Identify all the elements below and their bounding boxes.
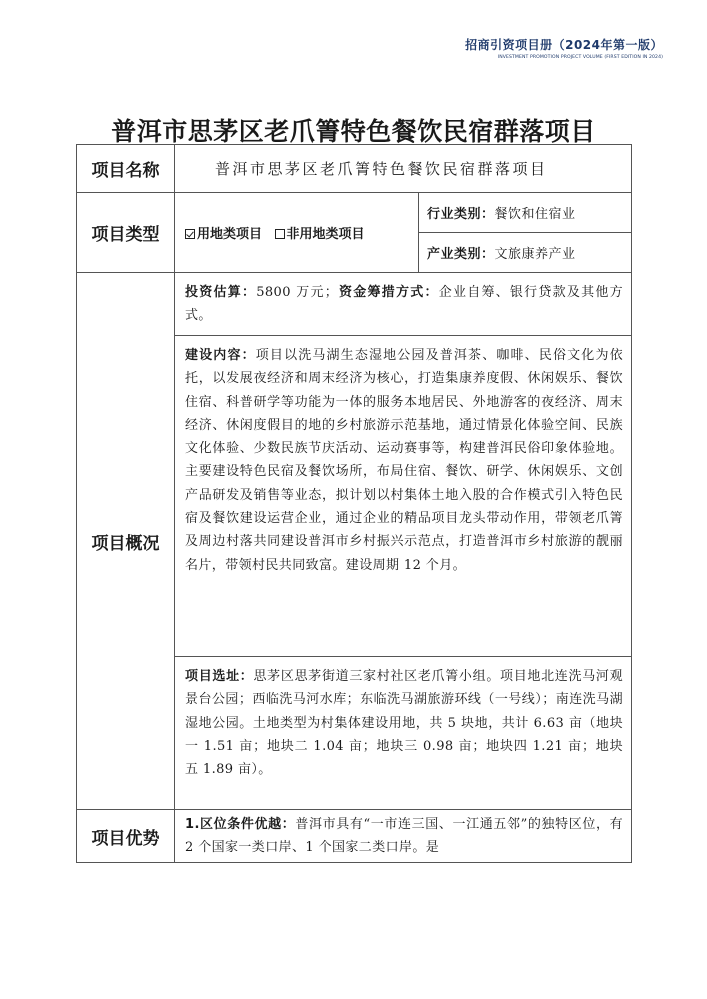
header-title: 招商引资项目册（2024年第一版） [465,38,663,52]
land-option-label: 用地类项目 [197,227,263,242]
investment-cell [175,273,632,336]
site-cell [175,657,632,810]
site-value: 思茅区思茅街道三家村社区老爪箐小组。项目地北连洗马河观景台公园；西临洗马河水库；东临洗马湖旅游环线（一号线）；南连洗马湖湿地公园。土地类型为村集体建设用地，共 5 块地，共计 6.63 亩（地块一 1.51 亩；地块二 1.04 亩；地块三 0.98 亩；地块四 1.21 亩；地块五 1.89 亩）。 [185,669,624,778]
project-name-label: 项目名称 [77,145,175,193]
sector-label: 产业类别： [427,247,495,262]
advantage-label: 项目优势 [77,810,175,863]
overview-label: 项目概况 [77,273,175,810]
advantage-cell [175,810,632,863]
industry-value: 餐饮和住宿业 [494,207,576,222]
adv-label: 1.区位条件优越： [185,817,296,832]
project-type-options [175,193,419,273]
row-advantage [77,810,632,863]
header-subtitle: INVESTMENT PROMOTION PROJECT VOLUME (FIRST EDITION IN 2024) [497,55,663,60]
fund-label: 资金筹措方式： [338,285,439,300]
invest-value: 5800 万元； [256,285,339,300]
industry-label: 行业类别： [427,207,495,222]
row-project-type [77,193,632,233]
unchecked-box-icon[interactable] [275,229,285,239]
sector-value: 文旅康养产业 [494,247,576,262]
content-value: 项目以洗马湖生态湿地公园及普洱茶、咖啡、民俗文化为依托，以发展夜经济和周末经济为核心，打造集康养度假、休闲娱乐、餐饮住宿、科普研学等功能为一体的服务本地居民、外地游客的夜经济、周末经济、休闲度假目的地的乡村旅游示范基地，通过情景化体验空间、民族文化体验、少数民族节庆活动、运动赛事等，构建普洱民俗印象体验地。主要建设特色民宿及餐饮场所，布局住宿、餐饮、研学、休闲娱乐、文创产品研发及销售等业态，拟计划以村集体土地入股的合作模式引入特色民宿及餐饮建设运营企业，通过企业的精品项目龙头带动作用，带领老爪箐及周边村落共同建设普洱市乡村振兴示范点，打造普洱市乡村旅游的靓丽名片，带领村民共同致富。建设周期 12 个月。 [185,348,624,573]
document-title: 普洱市思茅区老爪箐特色餐饮民宿群落项目 [111,117,596,146]
site-label: 项目选址： [185,669,254,684]
project-table [76,144,632,863]
industry-cell [419,193,632,233]
content-label: 建设内容： [185,348,256,363]
fund-value: 企业自筹、银行贷款及其他方式。 [185,285,624,324]
sector-cell [419,233,632,273]
content-cell [175,336,632,657]
adv-value: 普洱市具有“一市连三国、一江通五邻”的独特区位，有 2 个国家一类口岸、1 个国家二类口岸。是 [185,817,624,856]
invest-label: 投资估算： [185,285,257,300]
project-type-label: 项目类型 [77,193,175,273]
page-header [465,36,663,60]
nonland-option-label: 非用地类项目 [286,227,365,242]
project-name-value: 普洱市思茅区老爪箐特色餐饮民宿群落项目 [175,145,632,193]
row-project-name [77,145,632,193]
checked-box-icon[interactable] [185,229,195,239]
row-investment [77,273,632,336]
